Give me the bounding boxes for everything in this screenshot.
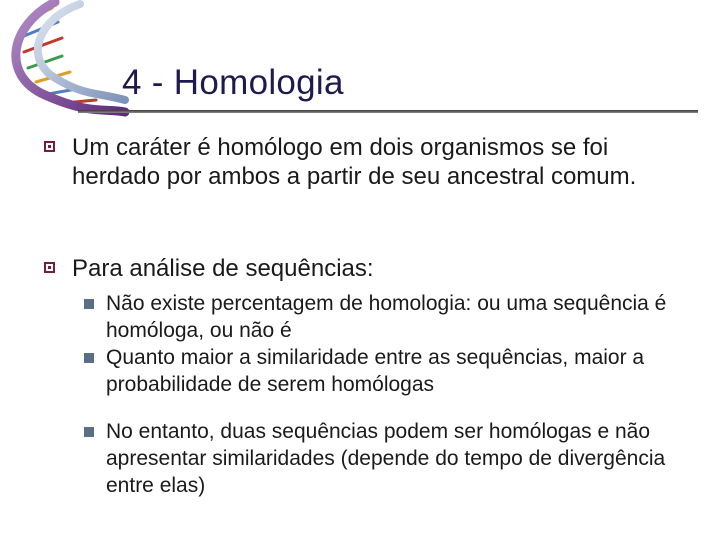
bullet-text: Um caráter é homólogo em dois organismos se foi herdado por ambos a partir de seu ancestral comum. bbox=[72, 134, 637, 190]
square-bullet-icon bbox=[44, 262, 55, 273]
slide-title: 4 - Homologia bbox=[122, 63, 344, 102]
sub-bullet-text: Não existe percentagem de homologia: ou uma sequência é homóloga, ou não é bbox=[106, 292, 667, 342]
filled-square-bullet-icon bbox=[84, 353, 94, 363]
sub-bullet-text: No entanto, duas sequências podem ser homólogas e não apresentar similaridades (depende do tempo de divergência entre elas) bbox=[106, 420, 666, 497]
title-divider bbox=[78, 110, 698, 113]
bullet-text: Para análise de sequências: bbox=[72, 255, 374, 282]
sub-bullet-item bbox=[84, 290, 694, 344]
sub-bullet-item bbox=[84, 418, 694, 499]
sub-bullet-text: Quanto maior a similaridade entre as sequências, maior a probabilidade de serem homólogas bbox=[106, 346, 645, 396]
bullet-item bbox=[44, 254, 664, 283]
sub-bullet-item bbox=[84, 344, 694, 398]
filled-square-bullet-icon bbox=[84, 299, 94, 309]
dna-helix-icon bbox=[0, 0, 130, 125]
bullet-item bbox=[44, 133, 664, 191]
square-bullet-icon bbox=[44, 141, 55, 152]
filled-square-bullet-icon bbox=[84, 427, 94, 437]
